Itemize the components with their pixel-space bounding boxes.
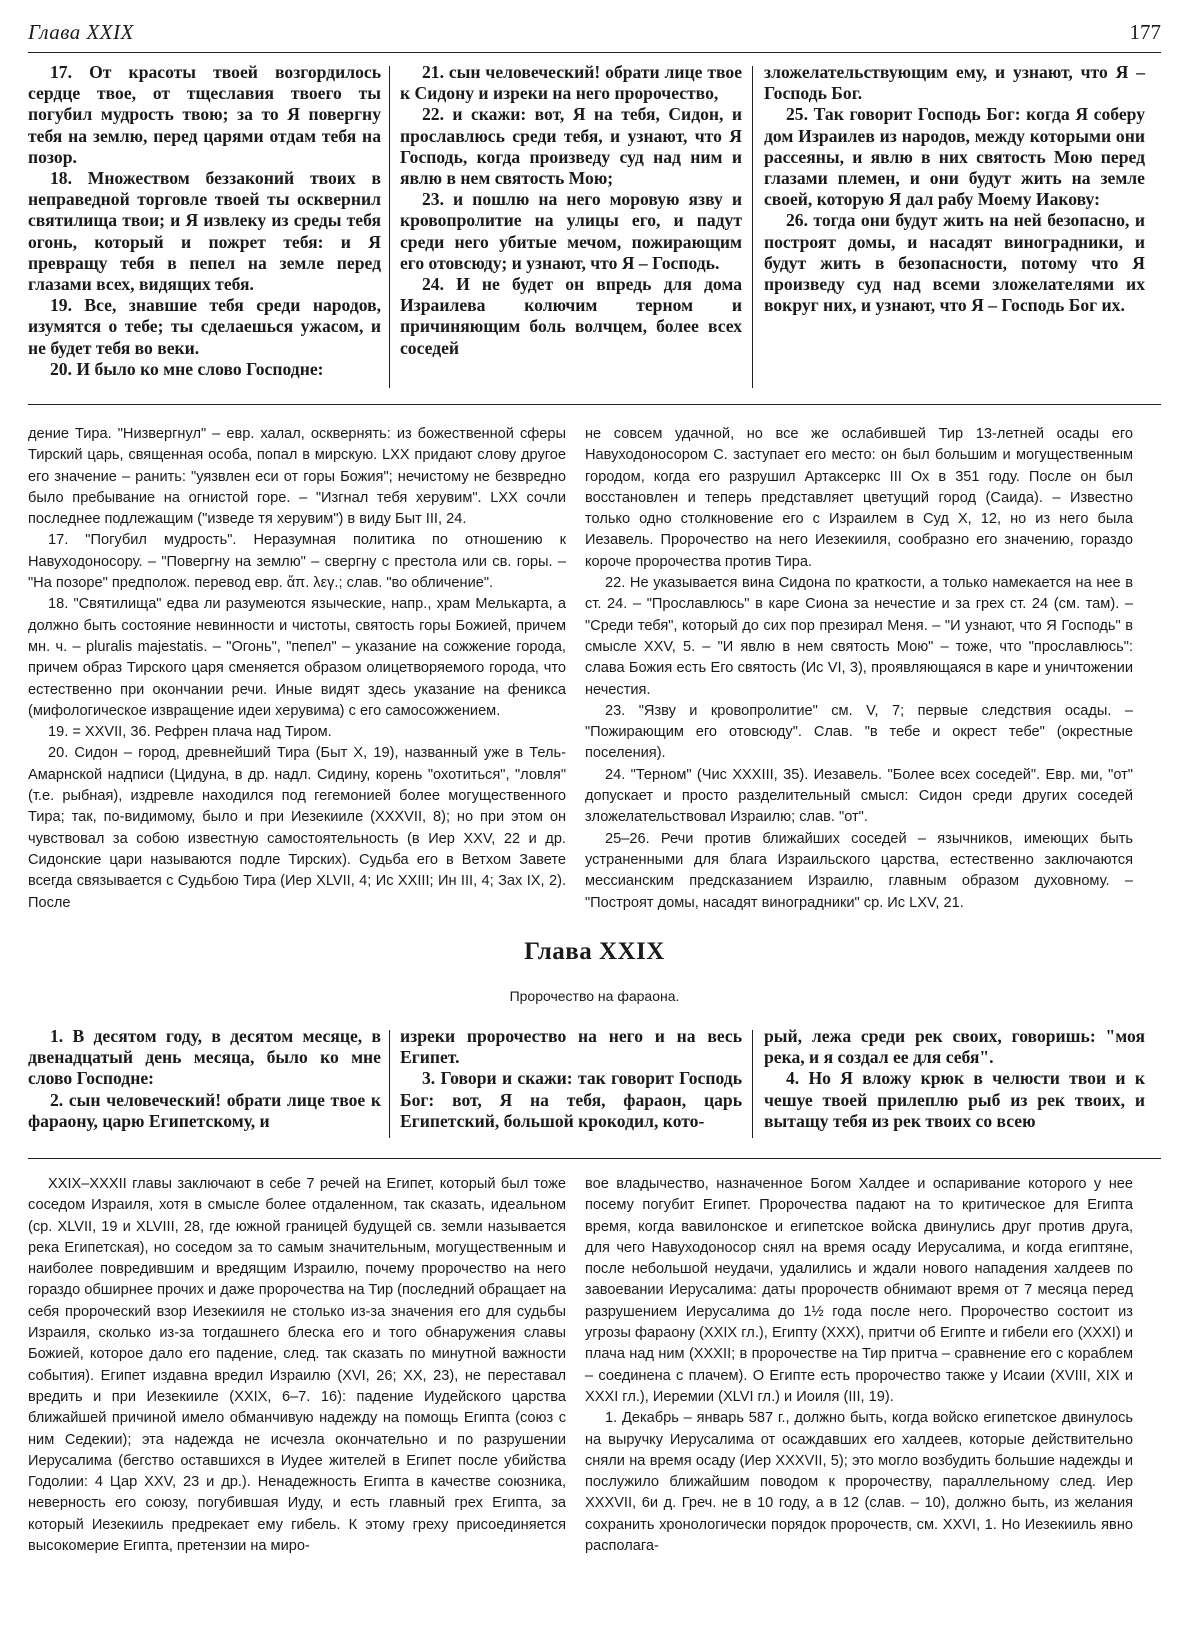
verse-4: 4. Но Я вложу крюк в челюсти твои и к чешуе твоей прилеплю рыб из рек твоих, и вытащу тебя из рек твоих со всею <box>764 1068 1145 1131</box>
verse-2-continuation: изреки пророчество на него и на весь Египет. <box>400 1026 742 1068</box>
chapter-title: Глава XXIX <box>524 938 665 965</box>
section-rule <box>28 1158 1161 1159</box>
commentary-paragraph: XXIX–XXXII главы заключают в себе 7 речей на Египет, который был тоже соседом Израиля, хотя в смысле более отдаленном, так сказать, идеальном (ср. XLVII, 19 и XLVIII, 28, где южной границей будущей св. земли называется река Египетская), но соседом за то самым значительным, могущественным и наиболее повредившим и вредящим Израилю, почему пророчество на него гораздо обширнее прочих и даже пророчества на Тир (последний обращает на себя пророческий взор Иезекииля не столько из-за значения его для судьбы Израиля, сколько из-за тогдашнего блеска его и того обнаружения славы Божией, которое дало его падение, след. так сказать по минутной важности события). Египет издавна вредил Израилю (XVI, 26; XX, 23), не переставал вредить и при Иезекииле (XXIX, 6–7. 16): падение Иудейского царства ближайшей причиной имело обманчивую надежду на помощь Египта (союз с ним Седекии); эта надежда не исчезла окончательно и по разрушении Иерусалима (бегство оставшихся в Иудее жителей в Египет после убийства Годолии: 4 Цар XXV, 23 и др.). Ненадежность Египта в качестве союзника, неверность его союзу, погубившая Иуду, и есть главный грех Египта, за который Иезекииль предрекает ему гибель. К этому греху присоединяется высокомерие Египта, претензии на миро- <box>28 1176 566 1555</box>
page-number: 177 <box>1129 20 1161 44</box>
verse-17: 17. От красоты твоей возгордилось сердце твое, от тщеславия твоего ты погубил мудрость твою; за то Я повергну тебя на землю, перед царями отдам тебя на позор. <box>28 62 381 167</box>
commentary-paragraph: 19. = XXVII, 36. Рефрен плача над Тиром. <box>48 724 332 741</box>
verse-20: 20. И было ко мне слово Господне: <box>50 358 324 379</box>
verse-column-3 <box>764 1026 1145 1132</box>
commentary-paragraph: 17. "Погубил мудрость". Неразумная политика по отношению к Навуходоносору. – "Повергну на землю" – свергну с престола или св. горы. – "На позоре" предполож. перевод евр. ἅπ. λεγ.; слав. "во обличение". <box>28 532 566 592</box>
commentary-paragraph: 22. Не указывается вина Сидона по краткости, а только намекается на нее в ст. 24. – "Прославлюсь" в каре Сиона за нечестие и за грех ст. 24 (см. там). – "Среди тебя", который до сих пор презирал Меня. – "И узнают, что Я Господь" в смысле XXV, 5. – "И явлю в нем святость Мою" – тоже, что "прославлюсь": слава Божия есть Его святость (Ис VI, 3), проявляющаяся в каре и уничтожении нечестия. <box>585 575 1133 698</box>
commentary-paragraph: дение Тира. "Низвергнул" – евр. халал, осквернять: из божественной сферы Тирский царь, священная особа, попал в мирскую. LXX придают слову другое его значение – ранить: "уязвлен еси от горы Божия"; нечистому не безвредно было пребывание на огнистой горе. – "Изгнал тебя херувим". LXX сочли последнее подлежащим ("изведе тя херувим") в виду Быт III, 24. <box>28 426 566 528</box>
verse-column-1 <box>28 1026 381 1132</box>
verse-21: 21. сын человеческий! обрати лице твое к Сидону и изреки на него пророчество, <box>400 62 742 104</box>
verse-column-2 <box>400 62 742 359</box>
verse-19: 19. Все, знавшие тебя среди народов, изумятся о тебе; ты сделаешься ужасом, и не будет тебя во веки. <box>28 295 381 358</box>
commentary-column-2 <box>585 424 1133 914</box>
verse-3: 3. Говори и скажи: так говорит Господь Бог: вот, Я на тебя, фараон, царь Египетский, большой крокодил, кото- <box>400 1068 742 1131</box>
verse-column-3 <box>764 62 1145 316</box>
chapter-subtitle: Пророчество на фараона. <box>509 988 680 1004</box>
commentary-paragraph: не совсем удачной, но все же ослабившей Тир 13-летней осады его Навуходоносором С. заступает его место: он был большим и могущественным городом, когда его разрушил Артаксеркс III Ох в 351 году. После он был восстановлен и теперь представляет цветущий город (Саида). – Известно только одно столкновение его с Израилем в Суд X, 12, но из него была Иезавель. Пророчество на него Иезекииля, сообразно его значению, гораздо короче пророчества против Тира. <box>585 426 1133 570</box>
verse-18: 18. Множеством беззаконий твоих в неправедной торговле твоей ты осквернил святилища твои; и Я извлеку из среды тебя огонь, который и пожрет тебя: и Я превращу тебя в пепел на земле перед глазами всех, видящих тебя. <box>28 168 381 295</box>
column-separator <box>389 66 390 388</box>
commentary-paragraph: вое владычество, назначенное Богом Халдее и оспаривание которого у нее посему погубит Египет. Пророчества падают на то критическое для Египта время, когда вавилонское и египетское войска двинулись друг против друга, для чего Навуходоносор снял на время осаду Иерусалима, и когда египтяне, после небольшой неудачи, удалились и ждали нового нападения халдеев по завоевании Иерусалима: даты пророчеств обнимают время от 7 месяца перед разрушением Иерусалима до 1½ года после него. Пророчество состоит из угрозы фараону (XXIX гл.), Египту (XXX), притчи об Египте и гибели его (XXXI) и плача над ним (XXXII; в пророчестве на Тир притча – сравнение его с кораблем – соединена с плачем). О Египте есть пророчество также у Исаии (XVIII, XIX и XXXI гл.), Иеремии (XLVI гл.) и Иоиля (III, 19). <box>585 1176 1133 1405</box>
verse-24-continuation: зложелательствующим ему, и узнают, что Я – Господь Бог. <box>764 62 1145 104</box>
verse-column-1 <box>28 62 381 380</box>
bottom-verse-block <box>28 1026 1161 1142</box>
verse-22: 22. и скажи: вот, Я на тебя, Сидон, и прославлюсь среди тебя, и узнают, что Я Господь, когда произведу суд над ним и явлю в нем святость Мою; <box>400 104 742 189</box>
verse-1: 1. В десятом году, в десятом месяце, в двенадцатый день месяца, было ко мне слово Господне: <box>28 1026 381 1089</box>
verse-column-2 <box>400 1026 742 1132</box>
verse-3-continuation: рый, лежа среди рек своих, говоришь: "моя река, и я создал ее для себя". <box>764 1026 1145 1068</box>
column-separator <box>752 1030 753 1138</box>
commentary-column-2 <box>585 1174 1133 1557</box>
verse-25: 25. Так говорит Господь Бог: когда Я соберу дом Израилев из народов, между которыми они рассеяны, и явлю в них святость Мою перед глазами племен, и они будут жить на земле своей, которую Я дал рабу Моему Иакову: <box>764 104 1145 210</box>
verse-26: 26. тогда они будут жить на ней безопасно, и построят домы, и насадят виноградники, и будут жить в безопасности, потому что Я произведу суд над всеми зложелателями их вокруг них, и узнают, что Я – Господь Бог их. <box>764 210 1145 316</box>
header-rule <box>28 52 1161 53</box>
commentary-column-1 <box>28 424 566 914</box>
column-separator <box>389 1030 390 1138</box>
commentary-paragraph: 23. "Язву и кровопролитие" см. V, 7; первые следствия осады. – "Пожирающим его отовсюду". Слав. "в тебе и окрест тебе" (окрестные поселения). <box>585 702 1133 762</box>
verse-2: 2. сын человеческий! обрати лице твое к фараону, царю Египетскому, и <box>28 1089 381 1131</box>
column-separator <box>752 66 753 388</box>
commentary-paragraph: 1. Декабрь – январь 587 г., должно быть, когда войско египетское двинулось на выручку Иерусалима от осаждавших его халдеев, которые действительно сняли на время осаду (Иер XXXVII, 5); это могло возбудить большие надежды и послужило ближайшим поводом к пророчеству, параллельному след. Иер XXXVII, 6и д. Греч. не в 10 году, а в 12 (слав. – 10), должно быть, из желания сохранить хронологически порядок пророчеств, см. XXVI, 1. Но Иезекииль явно располага- <box>585 1410 1133 1555</box>
commentary-column-1 <box>28 1174 566 1557</box>
commentary-paragraph: 24. "Терном" (Чис XXXIII, 35). Иезавель. "Более всех соседей". Евр. ми, "от" допускает и просто разделительный смысл: Сидон среди других соседей зложелательствовал Израилю; слав. "от". <box>585 766 1133 826</box>
running-title: Глава XXIX <box>28 20 134 44</box>
commentary-paragraph: 18. "Святилища" едва ли разумеются языческие, напр., храм Мелькарта, а должно быть состояние невинности и чистоты, святость горы Божией, причем мн. ч. – pluralis majestatis. – "Огонь", "пепел" – указание на сожжение города, причем образ Тирского царя сменяется образом олицетворяемого города, что естественно при окончании речи. Иные видят здесь указание на феникса (мифологическое извращение идеи херувима) с его самосожжением. <box>28 596 566 719</box>
verse-24: 24. И не будет он впредь для дома Израилева колючим терном и причиняющим боль волчцем, более всех соседей <box>400 274 742 358</box>
commentary-paragraph: 20. Сидон – город, древнейший Тира (Быт X, 19), названный уже в Тель-Амарнской надписи (Цидуна, в др. надл. Сидину, корень "охотиться", "ловля" (т.е. рыбная), издревле находился под гегемонией более могущественного Тира; так, по-видимому, было и при Иезекииле (XXXVII, 8); но при этом он чувствовал за собою известную самостоятельность (в Иер XXV, 22 и др. Сидонские цари называются подле Тирских). Судьба его в Ветхом Завете всегда связывается с Судьбою Тира (Иер XLVII, 4; Ис XXIII; Ин III, 4; Зах IX, 2). После <box>28 745 566 911</box>
commentary-paragraph: 25–26. Речи против ближайших соседей – язычников, имеющих быть устраненными для блага Израильского царства, естественно заключаются мессианским предсказанием Израилю, главным образом духовному. – "Построят домы, насадят виноградники" ср. Ис LXV, 21. <box>585 830 1133 911</box>
top-verse-block <box>28 62 1161 392</box>
verse-23: 23. и пошлю на него моровую язву и кровопролитие на улицы его, и падут среди него убитые мечом, пожирающим его отовсюду; и узнают, что Я – Господь. <box>400 189 742 273</box>
section-rule <box>28 404 1161 405</box>
